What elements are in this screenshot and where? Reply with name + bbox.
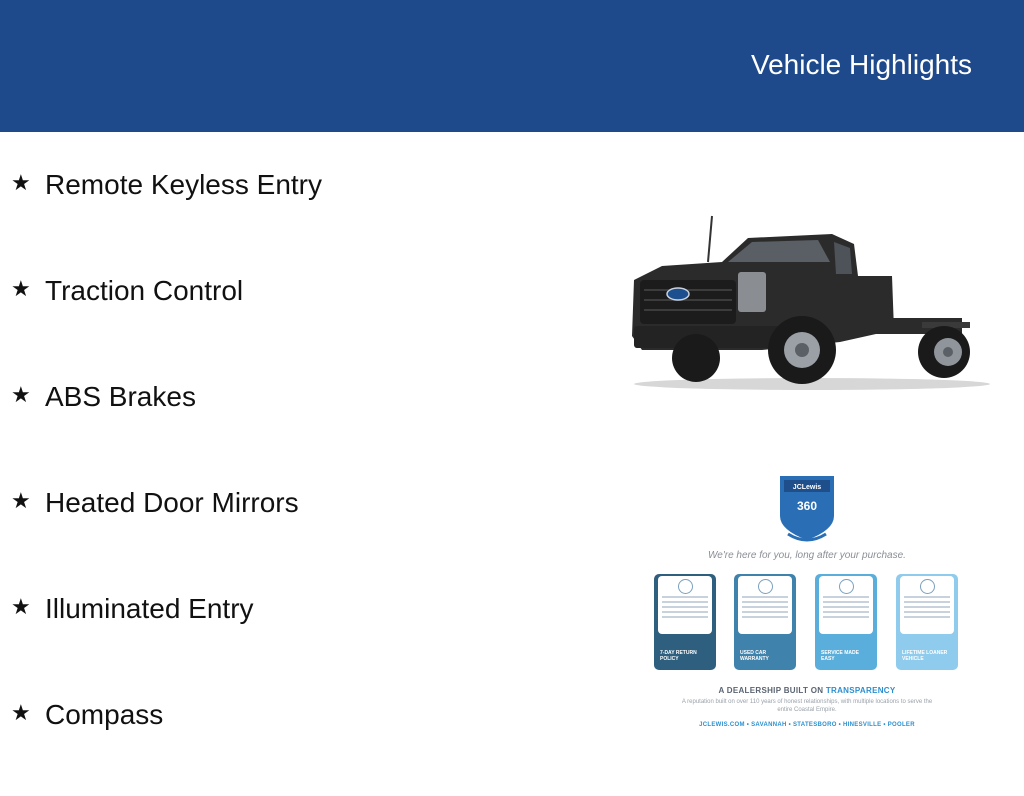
highlight-label: Compass: [45, 699, 164, 730]
highlight-label: Traction Control: [45, 275, 244, 306]
promo-card-label: LIFETIME LOANER VEHICLE: [902, 650, 948, 662]
promo-logo: JCLewis: [792, 484, 822, 491]
highlight-label: ABS Brakes: [45, 381, 196, 412]
highlight-item: [0, 266, 600, 372]
highlight-item: [0, 478, 600, 584]
star-icon: ★: [11, 594, 31, 619]
car-loaner-icon: [920, 579, 935, 594]
star-icon: ★: [11, 382, 31, 407]
promo-heading-accent: TRANSPARENCY: [825, 686, 896, 695]
highlight-item: [0, 584, 600, 690]
promo-subline: A reputation built on over 110 years of honest relationships, with multiple locations to serve the entire Coastal Empire.: [681, 699, 933, 713]
promo-card-label: USED CAR WARRANTY: [740, 650, 769, 662]
promo-heading: [648, 686, 966, 695]
promo-card: [815, 574, 877, 670]
highlight-label: Illuminated Entry: [45, 593, 254, 624]
promo-graphic: [648, 472, 966, 734]
highlights-list: [0, 160, 600, 796]
highlight-label: Heated Door Mirrors: [45, 487, 299, 518]
truck-wheel: [768, 316, 836, 384]
page-title: Vehicle Highlights: [750, 49, 972, 80]
star-icon: ★: [11, 170, 31, 195]
star-icon: ★: [11, 276, 31, 301]
promo-card: [896, 574, 958, 670]
promo-card-label: SERVICE MADE EASY: [821, 650, 859, 662]
ribbon-icon: [758, 579, 773, 594]
header-banner: [0, 0, 1024, 132]
promo-card-label: 7-DAY RETURN POLICY: [660, 650, 697, 662]
highlight-item: [0, 690, 600, 796]
truck-wheel: [918, 326, 970, 378]
highlight-label: Remote Keyless Entry: [45, 169, 322, 200]
promo-heading-prefix: A DEALERSHIP BUILT ON: [718, 686, 826, 695]
promo-card: [654, 574, 716, 670]
highlight-item: [0, 372, 600, 478]
truck-image: [622, 210, 992, 396]
jclewis-360-shield-icon: [774, 472, 840, 546]
promo-badge: 360: [796, 499, 818, 513]
car-icon: [839, 579, 854, 594]
promo-tagline: We're here for you, long after your purchase.: [708, 550, 906, 561]
promo-card: [734, 574, 796, 670]
return-icon: [678, 579, 693, 594]
star-icon: ★: [11, 488, 31, 513]
highlight-item: [0, 160, 600, 266]
promo-footer-links: JCLEWIS.COM • SAVANNAH • STATESBORO • HINESVILLE • POOLER: [699, 722, 915, 728]
star-icon: ★: [11, 700, 31, 725]
